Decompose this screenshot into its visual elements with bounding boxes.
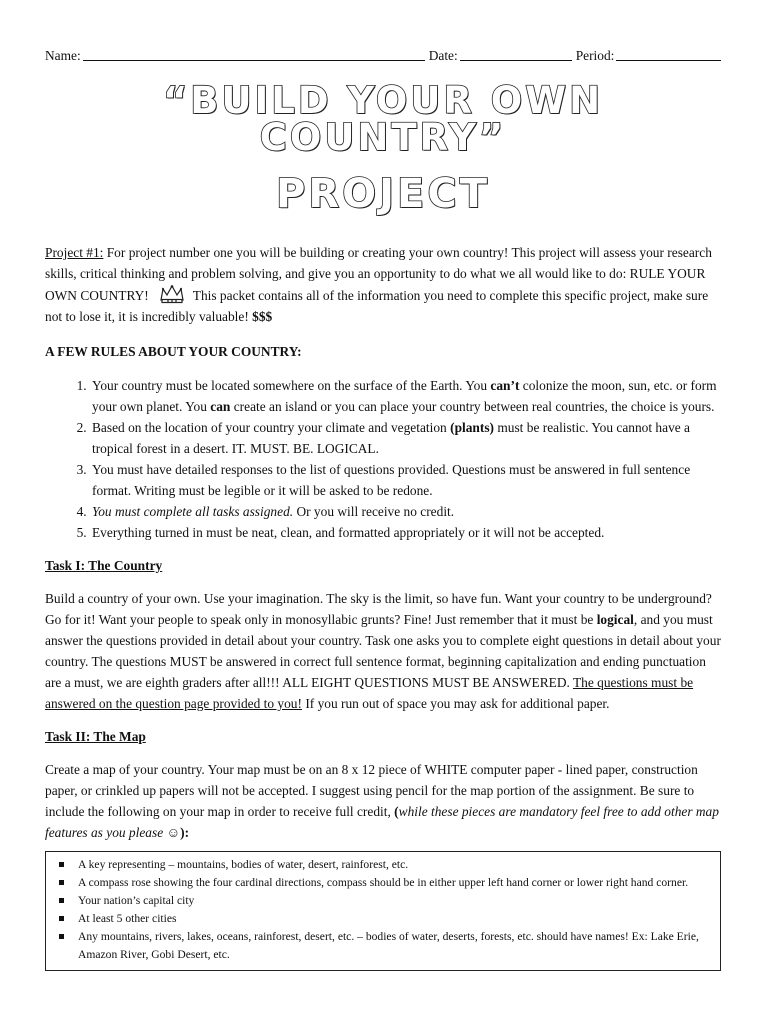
- project-label: Project #1:: [45, 245, 104, 260]
- task-2-paren: ):: [180, 825, 190, 840]
- list-item: Any mountains, rivers, lakes, oceans, rainforest, desert, etc. – bodies of water, deserts, forests, etc. should have names! Ex: Lake Erie, Amazon River, Gobi Desert, etc.: [56, 928, 710, 964]
- rules-heading: A FEW RULES ABOUT YOUR COUNTRY:: [45, 344, 302, 359]
- crown-icon: [159, 284, 185, 304]
- task-1-text: Build a country of your own. Use your imagination. The sky is the limit, so have fun. Want your country to be underground? Go for it! Want your people to speak only in monosyllabic grunts? Fine! Just remember that it must be: [45, 591, 712, 627]
- date-label: Date:: [428, 48, 458, 63]
- rule-item: [90, 522, 721, 543]
- date-blank[interactable]: [460, 46, 572, 61]
- rule-text: create an island or you can place your country between real countries, the choice is yours.: [230, 399, 715, 414]
- period-label: Period:: [575, 48, 615, 63]
- rule-text: Everything turned in must be neat, clean, and formatted appropriately or it will not be accepted.: [92, 525, 605, 540]
- rule-text: You must have detailed responses to the list of questions provided. Questions must be answered in full sentence format. Writing must be legible or it will be asked to be redone.: [92, 462, 691, 498]
- rule-text: Your country must be located somewhere on the surface of the Earth. You: [92, 378, 491, 393]
- intro-paragraph: [45, 242, 721, 327]
- task-1-text: , and you must answer the questions provided in detail about your country. Task one asks you to complete eight questions in detail about your country. The questions MUST be answered in correct full sentence format, beginning capitalization and ending punctuation are a must, we are eighth graders after all!!! ALL EIGHT QUESTIONS MUST BE ANSWERED.: [45, 612, 721, 690]
- map-requirements-list: [56, 856, 710, 964]
- task-1-paragraph: [45, 588, 721, 714]
- task-1-emphasis: logical: [596, 612, 634, 627]
- page-title: “BUILD YOUR OWN COUNTRY”: [162, 79, 604, 159]
- rule-item: [90, 501, 721, 522]
- list-item: A compass rose showing the four cardinal directions, compass should be in either upper left hand corner or lower right hand corner.: [56, 874, 710, 892]
- rule-text: Or you will receive no credit.: [293, 504, 455, 519]
- rule-text: colonize the moon, sun, etc. or form your own planet. You: [92, 378, 717, 414]
- rule-text: must be realistic. You cannot have a tropical forest in a desert. IT. MUST. BE. LOGICAL.: [92, 420, 690, 456]
- rule-item: [90, 375, 721, 417]
- task-1-text: If you run out of space you may ask for additional paper.: [301, 696, 610, 711]
- money-text: $$$: [252, 309, 273, 324]
- rules-list: [45, 375, 721, 543]
- name-blank[interactable]: [83, 46, 425, 61]
- intro-text-1: For project number one you will be building or creating your own country! This project will assess your research skills, critical thinking and problem solving, and give you an opportunity to do what we all would like to do: RULE YOUR OWN COUNTRY!: [45, 245, 712, 303]
- rule-emphasis: You must complete all tasks assigned.: [92, 504, 294, 519]
- rule-emphasis: (plants): [450, 420, 495, 435]
- list-item: Your nation’s capital city: [56, 892, 710, 910]
- task-2-heading: Task II: The Map: [45, 729, 146, 744]
- rule-emphasis: can’t: [490, 378, 520, 393]
- rule-text: Based on the location of your country your climate and vegetation: [92, 420, 451, 435]
- rule-item: [90, 417, 721, 459]
- map-requirements-box: [45, 851, 721, 971]
- page-subtitle: PROJECT: [276, 171, 490, 217]
- task-1-underlined: The questions must be answered on the question page provided to you!: [45, 675, 694, 711]
- task-2-paragraph: [45, 759, 721, 843]
- list-item: A key representing – mountains, bodies of water, desert, rainforest, etc.: [56, 856, 710, 874]
- rule-emphasis: can: [210, 399, 231, 414]
- task-2-italic: while these pieces are mandatory feel free to add other map features as you please ☺: [45, 804, 719, 840]
- intro-text-2: This packet contains all of the information you need to complete this specific project, make sure not to lose it, it is incredibly valuable!: [45, 288, 709, 324]
- name-label: Name:: [45, 48, 81, 63]
- worksheet-page: [45, 44, 721, 971]
- list-item: At least 5 other cities: [56, 910, 710, 928]
- task-1-heading: Task I: The Country: [45, 558, 163, 573]
- student-info-line: [45, 44, 721, 64]
- period-blank[interactable]: [616, 46, 721, 61]
- task-2-text: Create a map of your country. Your map must be on an 8 x 12 piece of WHITE computer paper - lined paper, construction paper, or crinkled up papers will not be accepted. I suggest using pencil for the map portion of the assignment. Be sure to include the following on your map in order to receive full credit,: [45, 762, 698, 819]
- rule-item: [90, 459, 721, 501]
- task-2-paren: (: [394, 804, 399, 819]
